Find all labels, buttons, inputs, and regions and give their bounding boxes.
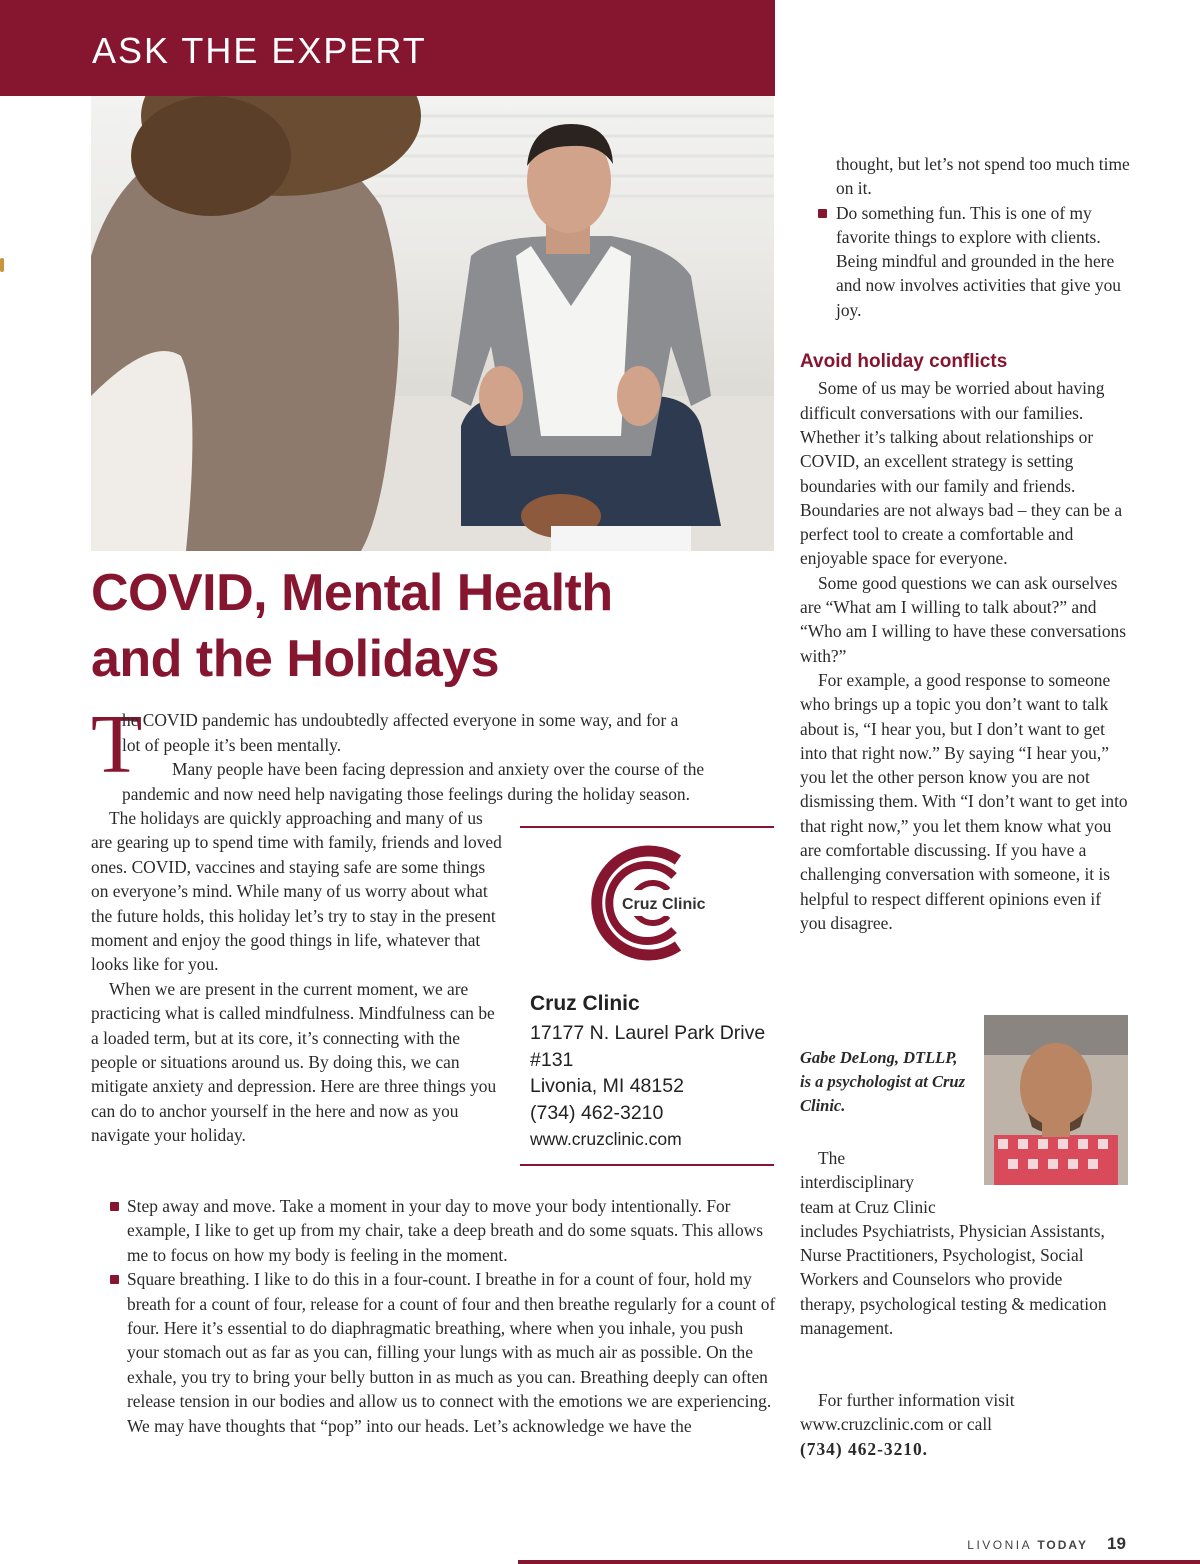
square-bullet-icon — [110, 1275, 119, 1284]
team-line-4: includes Psychiatrists, Physician Assistants, Nurse Practitioners, Psychologist, Social Workers and Counselors who provide therapy, psychological testing & medication management. — [800, 1220, 1107, 1339]
clinic-logo-icon — [570, 844, 740, 962]
counseling-session-image — [91, 96, 774, 551]
intro-line-2: lot of people it’s been mentally. — [122, 734, 342, 755]
clinic-address-line-2: #131 — [530, 1048, 574, 1071]
left-column — [91, 806, 503, 1148]
section-label: ASK THE EXPERT — [92, 30, 427, 71]
tip-item — [800, 201, 1130, 322]
further-text: For further information visit www.cruzclinic.com or call — [800, 1390, 1015, 1435]
square-bullet-icon — [818, 209, 827, 218]
right-paragraph-3: For example, a good response to someone who brings up a topic you don’t want to talk about is, “I hear you, but I don’t want to get into that right now.” By saying “I hear you,” you let the other person know you are not dismissing them. With “I don’t want to get into that right now,” you let them know what you are comfortable discussing. If you have a challenging conversation with someone, it is helpful to respect different opinions even if you disagree. — [800, 669, 1128, 933]
tip-item — [108, 1267, 778, 1438]
margin-mark — [0, 258, 4, 272]
publication-suffix: TODAY — [1037, 1538, 1088, 1552]
team-paragraph — [800, 1146, 1120, 1340]
clinic-city: Livonia, MI 48152 — [530, 1075, 684, 1097]
left-paragraph-2: When we are present in the current moment, we are practicing what is called mindfulness. Mindfulness can be a loaded term, but at its core, it’s connecting with the people or situations around us. By doing this, we can mitigate anxiety and depression. Here are three things you can do to anchor yourself in the here and now as you navigate your holiday. — [91, 978, 497, 1146]
clinic-address — [530, 1020, 780, 1153]
author-byline — [800, 1046, 972, 1118]
byline-line-1: Gabe DeLong, DTLLP, — [800, 1048, 958, 1067]
tip-text: Do something fun. This is one of my favorite things to explore with clients. Being mindful and grounded in the here and now involves activities that give you joy. — [836, 202, 1121, 320]
hero-photo — [91, 96, 774, 551]
right-paragraph-2: Some good questions we can ask ourselves are “What am I willing to talk about?” and “Who am I willing to have these conversations with?” — [800, 572, 1126, 666]
clinic-website: www.cruzclinic.com — [530, 1129, 682, 1149]
tips-list — [108, 1194, 778, 1438]
tip-text: Square breathing. I like to do this in a four-count. I breathe in for a count of four, hold my breath for a count of four, release for a count of four and then breathe regularly for a count of four. Here it’s essential to do diaphragmatic breathing, where when you inhale, you push your stomach out as far as you can, filling your lungs with as much air as possible. On the exhale, you try to bring your belly button in as much as you can. Breathing deeply can often release tension in our bodies and allow us to connect with the emotions we are experiencing. We may have thoughts that “pop” into our heads. Let’s acknowledge we have the — [127, 1269, 776, 1436]
tip-text: Step away and move. Take a moment in your day to move your body intentionally. For example, I like to get up from my chair, take a deep breath and do some squats. This allows me to focus on how my body is feeling in the moment. — [127, 1196, 763, 1265]
byline-line-2: is a psychologist at Cruz — [800, 1072, 966, 1091]
tip-item — [108, 1194, 778, 1267]
team-line-2: interdisciplinary — [800, 1172, 914, 1193]
clinic-name: Cruz Clinic — [530, 992, 640, 1015]
right-column — [800, 152, 1130, 935]
further-info — [800, 1388, 1120, 1461]
clinic-address-line-1: 17177 N. Laurel Park Drive — [530, 1022, 766, 1044]
left-paragraph-1: The holidays are quickly approaching and many of us are gearing up to spend time with family, friends and loved ones. COVID, vaccines and staying safe are some things on everyone’s mind. While many of us worry about what the future holds, this holiday let’s try to stay in the present moment and enjoy the good things in life, whatever that looks like for you. — [91, 808, 502, 975]
team-line-3: team at Cruz Clinic — [800, 1196, 936, 1217]
publication-name — [967, 1538, 1088, 1552]
title-line-2: and the Holidays — [91, 630, 500, 688]
byline-line-3: Clinic. — [800, 1096, 846, 1115]
square-bullet-icon — [110, 1202, 119, 1211]
clinic-phone: (734) 462-3210 — [530, 1101, 664, 1124]
tip-continuation: thought, but let’s not spend too much time on it. — [836, 154, 1130, 199]
further-phone: (734) 462-3210. — [800, 1438, 929, 1459]
right-paragraph-1: Some of us may be worried about having difficult conversations with our families. Whether it’s talking about relationships or COVID, an excellent strategy is setting boundaries with our family and friends. Boundaries are not always bad – they can be a perfect tool to create a comfortable and enjoyable space for everyone. — [800, 378, 1123, 569]
intro-line-1: he COVID pandemic has undoubtedly affected everyone in some way, and for a — [122, 710, 679, 730]
clinic-info-box — [520, 826, 774, 1166]
intro-paragraph-2: Many people have been facing depression and anxiety over the course of the pandemic and now need help navigating those feelings during the holiday season. — [122, 759, 705, 804]
clinic-logo-text: Cruz Clinic — [622, 896, 706, 913]
intro — [91, 698, 751, 806]
publication-prefix: LIVONIA — [967, 1538, 1032, 1552]
article-title — [91, 560, 771, 692]
team-line-1: The — [818, 1148, 846, 1168]
title-line-1: COVID, Mental Health — [91, 564, 613, 622]
header-band — [0, 0, 775, 96]
footer-bar — [518, 1560, 1200, 1564]
drop-cap: T — [91, 698, 143, 791]
page-number: 19 — [1107, 1534, 1126, 1553]
subheading: Avoid holiday conflicts — [800, 351, 1008, 373]
